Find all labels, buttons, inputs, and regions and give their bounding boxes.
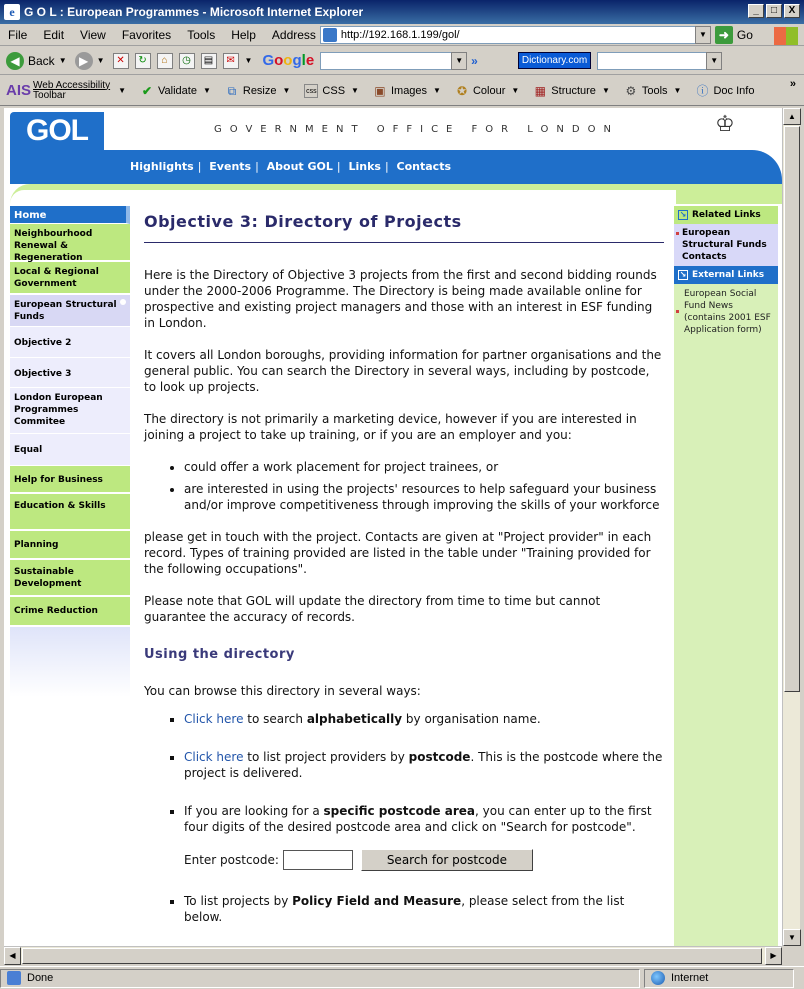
topnav-contacts[interactable]: Contacts [396, 160, 451, 173]
horizontal-scrollbar[interactable] [4, 946, 782, 964]
ais-name-line1: Web Accessibility [33, 79, 111, 91]
validate-label: Validate [158, 84, 197, 97]
esf-contacts-link[interactable] [674, 224, 778, 266]
option-bold: alphabetically [306, 712, 403, 726]
menu-view[interactable]: View [80, 27, 106, 42]
toolbar-overflow-icon[interactable]: » [789, 78, 796, 90]
nav-planning[interactable]: Planning [10, 531, 130, 560]
nav-fade-decoration [10, 627, 130, 697]
go-arrow-icon: ➜ [715, 26, 733, 44]
maximize-button[interactable]: □ [766, 4, 782, 18]
topnav-highlights[interactable]: Highlights [130, 160, 194, 173]
topnav-events[interactable]: Events [209, 160, 252, 173]
section-heading: Using the directory [144, 647, 295, 662]
option-bold: Policy Field and Measure [292, 894, 462, 908]
nav-objective-3[interactable]: Objective 3 [10, 358, 130, 388]
scroll-down-arrow-icon[interactable]: ▼ [783, 929, 801, 946]
checkmark-icon: ✔ [141, 83, 153, 98]
tools-menu[interactable]: ⚙ Tools ▼ [625, 83, 682, 98]
nav-crime-reduction[interactable]: Crime Reduction [10, 597, 130, 627]
postcode-input[interactable] [283, 850, 353, 870]
tools-label: Tools [641, 84, 668, 97]
main-content [144, 206, 664, 946]
horizontal-scroll-thumb[interactable] [22, 948, 762, 964]
page-icon [323, 28, 337, 42]
org-name: GOVERNMENT OFFICE FOR LONDON [214, 124, 619, 135]
nav-education-skills[interactable]: Education & Skills [10, 494, 130, 531]
address-input[interactable] [320, 26, 696, 44]
forward-arrow-icon: ▶ [75, 52, 93, 70]
nav-objective-2[interactable]: Objective 2 [10, 327, 130, 358]
nav-neighbourhood-renewal[interactable]: Neighbourhood Renewal & Regeneration [10, 224, 130, 262]
topnav-about[interactable]: About GOL [266, 160, 333, 173]
go-label: Go [736, 27, 753, 42]
nav-london-european-programmes-committee[interactable]: London European Programmes Commitee [10, 388, 130, 434]
site-header [4, 108, 782, 208]
option-text: . This is the postcode where the project is delivered. [184, 750, 663, 780]
browse-intro: You can browse this directory in several ways: [144, 684, 421, 698]
dictionary-logo[interactable]: Dictionary.com [518, 52, 591, 69]
esf-contacts-label: European Structural Funds Contacts [682, 228, 767, 262]
windows-logo-icon [774, 27, 798, 45]
topnav-links[interactable]: Links [348, 160, 381, 173]
postcode-search-form [184, 849, 664, 871]
option-text: , please select from the list below. [184, 894, 625, 924]
resize-label: Resize [242, 84, 277, 97]
close-button[interactable]: X [784, 4, 800, 18]
css-label: CSS [322, 84, 346, 97]
scroll-up-arrow-icon[interactable]: ▲ [783, 108, 801, 125]
status-text-panel [0, 969, 640, 988]
address-url: http://192.168.1.199/gol/ [340, 28, 460, 41]
menu-tools[interactable]: Tools [187, 27, 216, 42]
disclaimer-paragraph: Please note that GOL will update the directory from time to time but cannot guarantee the accuracy of records. [144, 594, 601, 624]
minimize-button[interactable]: _ [748, 4, 764, 18]
nav-sustainable-development[interactable]: Sustainable Development [10, 560, 130, 597]
list-item [184, 711, 664, 727]
arrow-down-right-icon: ↘ [679, 210, 687, 219]
coverage-paragraph: It covers all London boroughs, providing information for partner organisations and the general public. You can search the Directory in several ways, including by postcode, to look up projects. [144, 348, 662, 394]
globe-icon [651, 971, 665, 985]
images-label: Images [390, 84, 428, 97]
ais-logo: AIS [6, 82, 32, 99]
print-icon[interactable]: ▤ [201, 53, 217, 69]
nav-local-regional-government[interactable]: Local & Regional Government [10, 262, 130, 295]
menu-help[interactable]: Help [231, 27, 256, 42]
page-viewport [4, 108, 782, 946]
go-button[interactable] [715, 26, 753, 44]
intro-paragraph: Here is the Directory of Objective 3 projects from the first and second bidding rounds under the 2000-2006 Programme. The Directory is being made available online for prospective and existing project managers and those with an interest in ESF funding in London. [144, 268, 657, 330]
related-links-heading [674, 206, 778, 224]
royal-crest-icon: ♔ [715, 112, 735, 137]
refresh-icon[interactable]: ↻ [135, 53, 151, 69]
menu-file[interactable]: File [8, 27, 28, 42]
option-bold: postcode [408, 750, 471, 764]
nav-european-structural-funds[interactable] [10, 295, 130, 327]
validate-menu[interactable]: ✔ Validate ▼ [141, 83, 211, 98]
images-menu[interactable]: ▣ Images ▼ [374, 83, 441, 98]
history-icon[interactable]: ◷ [179, 53, 195, 69]
forward-dropdown-icon: ▼ [96, 56, 105, 65]
scroll-left-arrow-icon[interactable]: ◀ [4, 947, 21, 965]
ais-toolbar [0, 76, 804, 106]
status-text: Done [27, 972, 54, 984]
home-icon[interactable]: ⌂ [157, 53, 173, 69]
header-white-curve [10, 190, 676, 204]
mail-dropdown-icon[interactable]: ▼ [244, 56, 253, 65]
mail-icon[interactable]: ✉ [223, 53, 239, 69]
chevron-right-icon[interactable]: » [471, 53, 478, 68]
contact-paragraph: please get in touch with the project. Contacts are given at "Project provider" in each record. Types of training provided are listed in the table under "Training provided for the following occupations". [144, 530, 652, 576]
structure-icon: ▦ [534, 83, 546, 98]
resize-menu[interactable]: ⧉ Resize ▼ [225, 84, 291, 98]
menubar [0, 24, 804, 46]
stop-icon[interactable]: ✕ [113, 53, 129, 69]
list-item [184, 749, 664, 781]
info-icon: ⓘ [696, 83, 709, 98]
status-bar [0, 966, 804, 989]
structure-label: Structure [551, 84, 596, 97]
browse-options [184, 711, 664, 835]
related-links-label: Related Links [692, 210, 761, 220]
current-section-dot-icon [120, 299, 126, 305]
zone-text: Internet [671, 972, 709, 984]
postcode-list-link[interactable]: Click here [184, 750, 244, 764]
nav-help-for-business[interactable]: Help for Business [10, 466, 130, 494]
purpose-paragraph: The directory is not primarily a marketing device, however if you are interested in joining a project to take up training, or if you are an employer and you: [144, 412, 637, 442]
option-bold: specific postcode area [323, 804, 475, 818]
ais-toolbar-menu[interactable] [6, 81, 126, 101]
right-sidebar [674, 206, 778, 946]
window-titlebar [0, 0, 804, 24]
list-item [184, 893, 664, 925]
back-button[interactable] [6, 52, 67, 70]
structure-menu[interactable]: ▦ Structure ▼ [534, 83, 610, 98]
postcode-label: Enter postcode: [184, 853, 279, 867]
palette-icon: ✪ [456, 83, 467, 98]
images-icon: ▣ [374, 83, 386, 98]
policy-field-options [184, 893, 664, 925]
employer-bullets [184, 459, 664, 513]
external-links-label: External Links [692, 270, 765, 280]
arrow-down-right-icon: ↘ [679, 270, 687, 279]
option-text: , you can enter up to the first four digits of the desired postcode area and click on "Search for postcode". [184, 804, 652, 834]
bullet-icon [676, 232, 679, 235]
vertical-scroll-thumb[interactable] [784, 126, 800, 692]
google-search-input[interactable] [320, 52, 452, 70]
doc-info-menu[interactable] [695, 84, 754, 98]
nav-home[interactable]: Home [10, 206, 130, 224]
nav-equal[interactable]: Equal [10, 434, 130, 466]
option-text: to search [243, 712, 307, 726]
google-search-dropdown[interactable]: ▼ [451, 52, 467, 70]
option-text: If you are looking for a [184, 804, 324, 818]
vertical-scrollbar[interactable] [782, 108, 800, 946]
tools-icon: ⚙ [625, 83, 637, 98]
css-icon: css [304, 84, 318, 98]
address-label: Address [271, 27, 316, 42]
menu-favorites[interactable]: Favorites [121, 27, 172, 42]
alphabetical-search-link[interactable]: Click here [184, 712, 244, 726]
list-item: • could offer a work placement for project trainees, or [184, 459, 664, 475]
dictionary-search-input[interactable] [597, 52, 707, 70]
back-arrow-icon: ◀ [6, 52, 24, 70]
ais-dropdown-icon: ▼ [118, 86, 127, 95]
colour-menu[interactable]: ✪ Colour ▼ [456, 83, 520, 98]
esf-news-label: European Social Fund News (contains 2001 ESF Application form) [684, 289, 771, 335]
back-label: Back [28, 53, 55, 68]
option-text: to list project providers by [243, 750, 409, 764]
top-nav: Highlights | Events | About GOL | Links | Contacts [130, 160, 451, 173]
standard-toolbar [0, 47, 804, 75]
address-dropdown-button[interactable]: ▼ [695, 26, 711, 44]
gol-logo[interactable]: GOL [10, 112, 104, 150]
window-title: G O L : European Programmes - Microsoft Internet Explorer [24, 5, 364, 19]
list-item: • are interested in using the projects' resources to help safeguard your business and/or improve competitiveness through improving the skills of your workforce [184, 481, 664, 513]
nav-esf-label: European Structural Funds [14, 300, 117, 322]
css-menu[interactable]: css CSS ▼ [306, 84, 359, 97]
list-item [184, 803, 664, 835]
google-toolbar-logo[interactable]: Google [262, 52, 315, 69]
external-links-heading [674, 266, 778, 284]
esf-news-link[interactable] [674, 284, 778, 340]
dictionary-dropdown[interactable]: ▼ [706, 52, 722, 70]
option-text: by organisation name. [402, 712, 541, 726]
security-zone-panel [644, 969, 794, 988]
left-nav [10, 206, 130, 697]
colour-label: Colour [472, 84, 506, 97]
ie-icon: e [4, 4, 20, 20]
doc-info-label: Doc Info [713, 84, 755, 97]
scroll-right-arrow-icon[interactable]: ▶ [765, 947, 782, 965]
back-dropdown-icon: ▼ [58, 56, 67, 65]
search-postcode-button[interactable]: Search for postcode [361, 849, 533, 871]
page-title: Objective 3: Directory of Projects [144, 206, 664, 243]
menu-edit[interactable]: Edit [43, 27, 65, 42]
page-done-icon [7, 971, 21, 985]
resize-icon: ⧉ [227, 83, 237, 98]
forward-button[interactable] [75, 52, 105, 70]
option-text: To list projects by [184, 894, 293, 908]
bullet-icon [676, 310, 679, 313]
ais-name-line2: Toolbar [33, 89, 66, 101]
